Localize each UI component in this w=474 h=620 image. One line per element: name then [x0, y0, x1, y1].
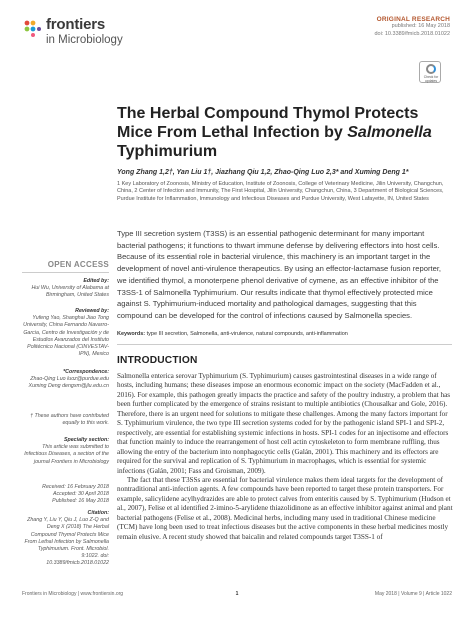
article-type: ORIGINAL RESEARCH: [376, 16, 450, 23]
keywords: Keywords: type III secretion, Salmonella, anti-virulence, natural compounds, anti-inflammation: [117, 331, 348, 337]
abstract: Type III secretion system (T3SS) is an essential pathogenic determinant for many important bacterial pathogens; it functions to thwart immune defense by delivering effectors into host cells. Because of its essential role in bacterial virulence, this machinery is an important target in the development of novel anti-virulence therapeutics. By using an effector-lactamase fusion reporter, we identified thymol, a monoterpene phenol derivative of cymene, as an effective inhibitor of the T3SS-1 of Salmonella Typhimurium. Our results indicate that thymol effectively protected mice against S. Typhimurium-induced mortality and pathological damages, suggesting that this compound can be developed for the control of infections caused by Salmonella species.: [117, 229, 442, 320]
divider: [117, 344, 452, 345]
edited-by: Edited by: Hui Wu, University of Alabama at Birmingham, United States: [31, 278, 109, 299]
check-updates-button[interactable]: [419, 61, 441, 83]
page-footer: [22, 591, 452, 599]
doi-link[interactable]: doi: 10.3389/fmicb.2018.01022: [374, 30, 450, 37]
published-date: published: 16 May 2018: [391, 23, 450, 29]
affiliations: 1 Key Laboratory of Zoonosis, Ministry of Education, Institute of Zoonosis, College of Veterinary Medicine, Jilin University, Changchun, China, 2 Center of Infection and Immunity, The First Hospital, Jilin University, Changchun, China, 3 Department of Biological Sciences, Purdue Institute for Inflammation, Immunology and Infectious Diseases and Purdue University, West Lafayette, IN, United States: [117, 181, 444, 202]
journal-logo[interactable]: [22, 16, 152, 52]
frontiers-logo-icon: [22, 18, 42, 38]
sidebar-divider: [22, 272, 109, 273]
correspondence[interactable]: *Correspondence: Zhao-Qing Luo luoz@purdue.edu Xuming Deng dengxm@jlu.edu.cn: [28, 369, 109, 390]
paragraph: The fact that these T3SSs are essential for bacterial virulence makes them ideal targets for the development of nontraditional anti-infection agents. A few compounds have been reported to target these protein transporters. For example, salicylidene acylhydrazides are able to protect calves from enteritis caused by S. Typhimurium (Hudson et al., 2007), Felise et al identified 2-imino-5-arylidene thiazolidinone as an effective inhibitor against animal and plant bacterial pathogens (Felise et al., 2008). Medicinal herbs, including many used in traditional Chinese medicine (TCM) have long been used to treat infectious diseases but the active components in these herbal medicines mostly remain elusive. A recent study showed that baicalin and related compounds target T3SS-1 of: [117, 475, 453, 541]
paragraph: Salmonella enterica serovar Typhimurium (S. Typhimurium) causes gastrointestinal diseases in a wide range of hosts, including humans; these diseases impose an enormous economic impact on the society (MacFadden et al., 2016). For example, this pathogen greatly impacts the practice and safety of the poultry industry, a problem that has been further complicated by the emergence of strains resistant to multiple antibiotics (Chousalkar and Gole, 2016). Therefore, there is an urgent need for solutions to mitigate these challenges. Among the many factors important for S. Typhimurium virulence, the two type III secretion systems coded for by the pathogenic island SPI-1 and SPI-2, respectively, are essential for establishing systemic infections in hosts. SPI-1 codes for an injectisome and effectors that function mainly to induce the rearrangement of host cell actin cytoskeleton to form membrane ruffling, thus allowing the entry of the bacterium into nonphagocytic cells (Galán, 2001). This machinery and its effectors are required for the survival and replication of S. Typhimurium in macrophages, which is essential for systemic infections (Galán, 2001; Fass and Groisman, 2009).: [117, 372, 451, 475]
journal-name: in Microbiology: [46, 34, 123, 46]
page-number: 1: [235, 591, 239, 597]
publisher-name: frontiers: [46, 16, 106, 33]
article-title: The Herbal Compound Thymol Protects Mice From Lethal Infection by Salmonella Typhimurium: [117, 105, 432, 160]
body-text: [117, 372, 454, 542]
refresh-icon: [426, 64, 436, 74]
equal-contribution-note: † These authors have contributed equally to this work.: [30, 413, 109, 427]
author-list[interactable]: Yong Zhang 1,2†, Yan Liu 1†, Jiazhang Qiu 1,2, Zhao-Qing Luo 2,3* and Xuming Deng 1*: [117, 169, 409, 176]
section-heading: INTRODUCTION: [117, 355, 198, 366]
footer-journal-link[interactable]: Frontiers in Microbiology | www.frontiersin.org: [22, 591, 124, 597]
article-dates: Received: 16 February 2018 Accepted: 30 April 2018 Published: 16 May 2018: [42, 484, 109, 505]
check-updates-label: Check for updates: [423, 75, 439, 83]
footer-volume: May 2018 | Volume 9 | Article 1022: [374, 591, 452, 597]
reviewed-by: Reviewed by: Yufeng Yao, Shanghai Jiao Tong University, China Fernando Navarro-Garcia, Centro de Investigación y de Estudios Avanzados del Instituto Politécnico Nacional (CINVESTAV-IPN), Mexico: [23, 308, 109, 358]
citation: Citation: Zhang Y, Liu Y, Qiu J, Luo Z-Q and Deng X (2018) The Herbal Compound Thymol Protects Mice From Lethal Infection by Salmonella Typhimurium. Front. Microbiol. 9:1022. doi: 10.3389/fmicb.2018.01022: [24, 510, 109, 567]
specialty-section: Specialty section: This article was submitted to Infectious Diseases, a section of the journal Frontiers in Microbiology: [24, 437, 109, 465]
article-meta: [374, 16, 450, 38]
open-access-label: OPEN ACCESS: [47, 260, 109, 269]
